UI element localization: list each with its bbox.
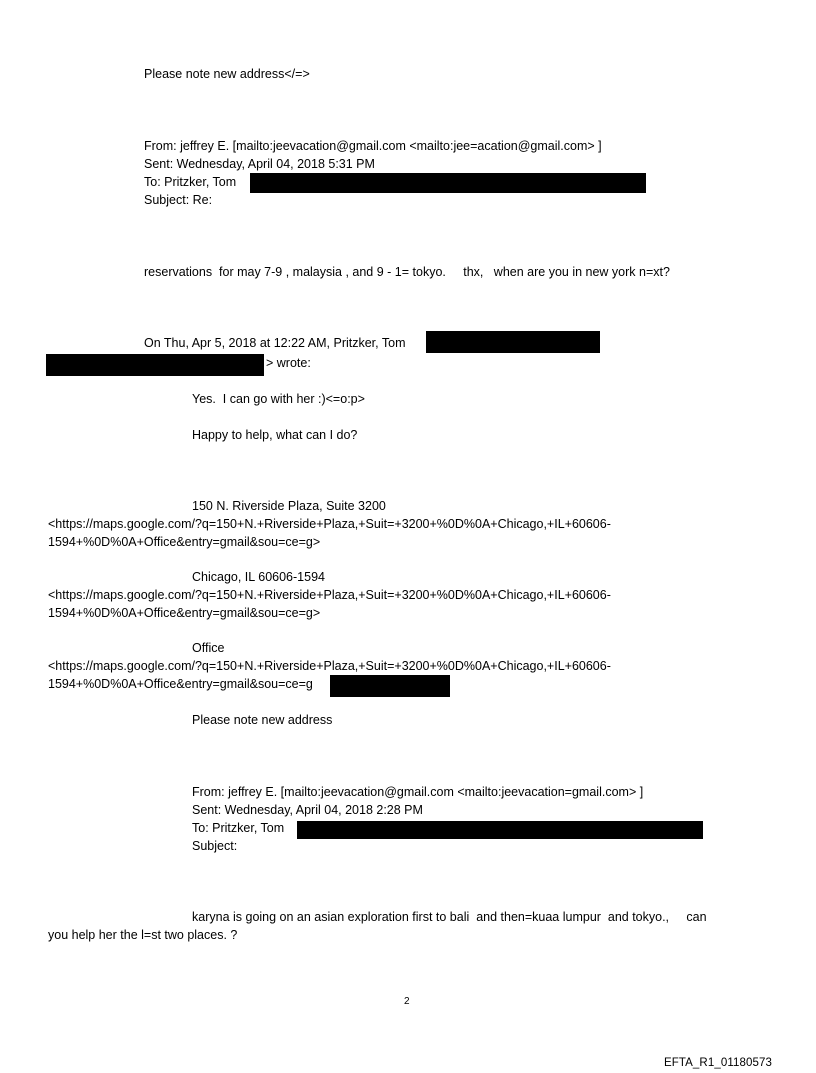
redaction-block [250, 173, 646, 193]
redaction-block [297, 821, 703, 839]
map-link: <https://maps.google.com/?q=150+N.+Riverside+Plaza,+Suit=+3200+%0D%0A+Chicago,+IL+60606- [48, 517, 611, 531]
note-new-address: Please note new address [192, 713, 333, 727]
header-from: From: jeffrey E. [mailto:jeevacation@gmail.com <mailto:jeevacation=gmail.com> ] [192, 785, 644, 799]
header-subject: Subject: Re: [144, 193, 213, 207]
quote-attribution: On Thu, Apr 5, 2018 at 12:22 AM, Pritzker, Tom [144, 336, 406, 350]
document-id: EFTA_R1_01180573 [664, 1057, 772, 1069]
header-subject: Subject: [192, 839, 238, 853]
map-link: <https://maps.google.com/?q=150+N.+Riverside+Plaza,+Suit=+3200+%0D%0A+Chicago,+IL+60606- [48, 659, 611, 673]
address-office: Office [192, 641, 225, 655]
header-sent: Sent: Wednesday, April 04, 2018 5:31 PM [144, 157, 375, 171]
header-to: To: Pritzker, Tom [192, 821, 285, 835]
page-number: 2 [404, 996, 410, 1007]
note-new-address: Please note new address</=> [144, 67, 310, 81]
email-body-2: karyna is going on an asian exploration first to bali and then=kuaa lumpur and tokyo., can [192, 910, 707, 924]
header-to: To: Pritzker, Tom [144, 175, 237, 189]
quote-wrote: > wrote: [266, 356, 311, 370]
map-link: 1594+%0D%0A+Office&entry=gmail&sou=ce=g> [48, 606, 321, 620]
reply-line: Happy to help, what can I do? [192, 428, 358, 442]
redaction-block [46, 354, 264, 376]
email-body-2-cont: you help her the l=st two places. ? [48, 928, 238, 942]
header-sent: Sent: Wednesday, April 04, 2018 2:28 PM [192, 803, 423, 817]
redaction-block [330, 675, 450, 697]
redaction-block [426, 331, 600, 353]
reply-line: Yes. I can go with her :)<=o:p> [192, 392, 365, 406]
email-body-1: reservations for may 7-9 , malaysia , and 9 - 1= tokyo. thx, when are you in new york n=xt? [144, 265, 670, 279]
header-from: From: jeffrey E. [mailto:jeevacation@gmail.com <mailto:jee=acation@gmail.com> ] [144, 139, 602, 153]
map-link: 1594+%0D%0A+Office&entry=gmail&sou=ce=g [48, 677, 313, 691]
address-street: 150 N. Riverside Plaza, Suite 3200 [192, 499, 386, 513]
address-city: Chicago, IL 60606-1594 [192, 570, 325, 584]
map-link: <https://maps.google.com/?q=150+N.+Riverside+Plaza,+Suit=+3200+%0D%0A+Chicago,+IL+60606- [48, 588, 611, 602]
map-link: 1594+%0D%0A+Office&entry=gmail&sou=ce=g> [48, 535, 321, 549]
